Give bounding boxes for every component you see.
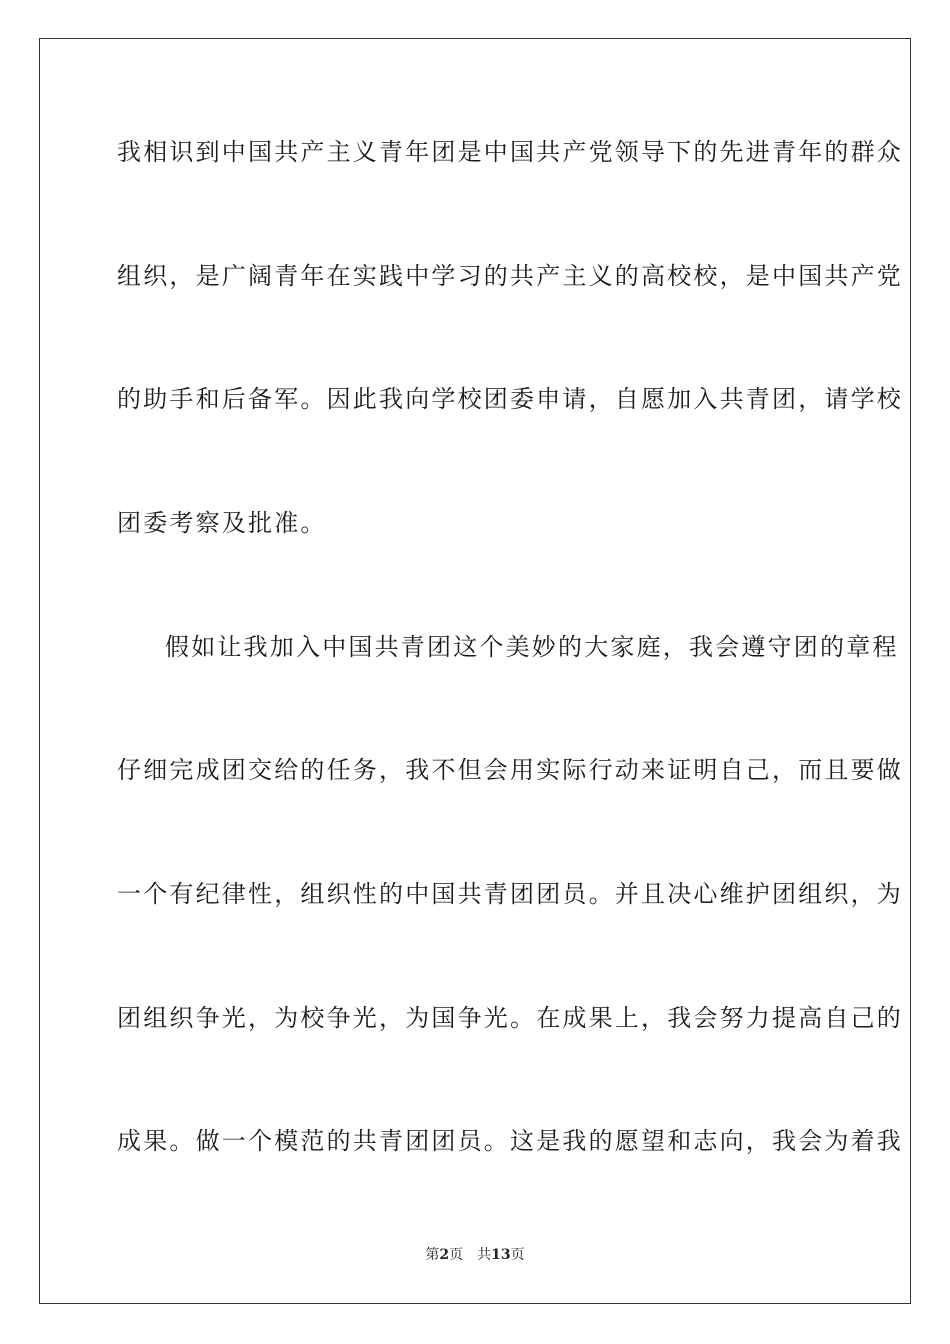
text-line-9: 成果。做一个模范的共青团团员。这是我的愿望和志向，我会为着我 <box>117 1127 903 1155</box>
page-footer <box>0 1246 950 1264</box>
text-line-6: 仔细完成团交给的任务，我不但会用实际行动来证明自己，而且要做 <box>117 756 903 784</box>
text-line-2: 组织，是广阔青年在实践中学习的共产主义的高校校，是中国共产党 <box>117 262 903 290</box>
text-line-7: 一个有纪律性，组织性的中国共青团团员。并且决心维护团组织，为 <box>117 880 903 908</box>
page-prefix: 第 <box>425 1247 440 1263</box>
total-page-count: 13 <box>491 1247 511 1263</box>
total-suffix: 页 <box>510 1247 525 1263</box>
text-line-8: 团组织争光，为校争光，为国争光。在成果上，我会努力提高自己的 <box>117 1004 903 1032</box>
page-border <box>39 38 911 1304</box>
text-line-1: 我相识到中国共产主义青年团是中国共产党领导下的先进青年的群众 <box>117 138 903 166</box>
text-line-3: 的助手和后备军。因此我向学校团委申请，自愿加入共青团，请学校 <box>117 385 903 413</box>
text-line-5: 假如让我加入中国共青团这个美妙的大家庭，我会遵守团的章程 <box>165 633 899 661</box>
text-line-4: 团委考察及批准。 <box>117 509 327 537</box>
page-suffix: 页 <box>449 1247 464 1263</box>
current-page-number: 2 <box>439 1247 450 1263</box>
total-prefix: 共 <box>477 1247 492 1263</box>
